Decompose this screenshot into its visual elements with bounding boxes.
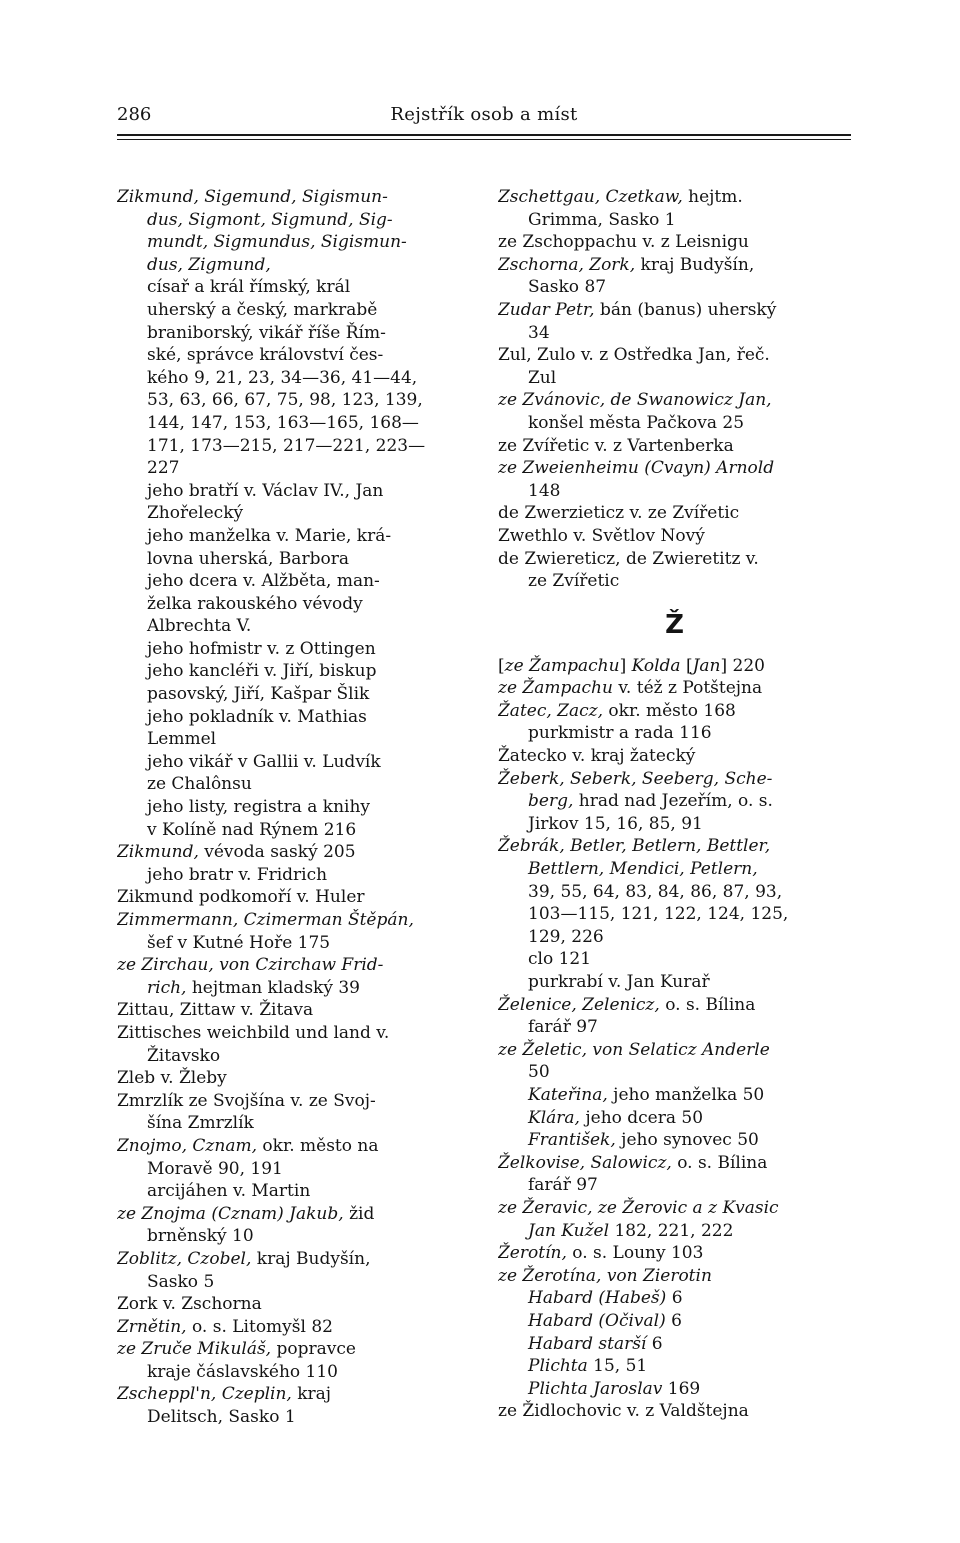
index-subline: 144, 147, 153, 163—165, 168—: [147, 412, 419, 433]
index-entry: Želenice, Zelenicz, o. s. Bílina: [498, 994, 756, 1015]
index-subline: berg, hrad nad Jezeřím, o. s.: [528, 791, 773, 812]
index-subline: Žitavsko: [147, 1045, 221, 1066]
index-subline: Jan Kužel 182, 221, 222: [528, 1220, 734, 1241]
index-subline: dus, Zigmund,: [147, 254, 271, 275]
index-subline: Habard starší 6: [528, 1333, 663, 1354]
index-subline: clo 121: [528, 949, 592, 970]
index-subline: 53, 63, 66, 67, 75, 98, 123, 139,: [147, 390, 423, 411]
header-rule-thin: [117, 139, 851, 140]
index-subline: Sasko 87: [528, 277, 607, 298]
index-entry: Žebrák, Betler, Betlern, Bettler,: [498, 836, 771, 857]
index-subline: v Kolíně nad Rýnem 216: [147, 819, 357, 840]
index-entry: ze Zschoppachu v. z Leisnigu: [498, 232, 749, 253]
index-subline: farář 97: [528, 1175, 598, 1196]
index-subline: 34: [528, 322, 550, 343]
index-entry: Žatecko v. kraj žatecký: [498, 746, 696, 767]
index-entry: Zwethlo v. Světlov Nový: [498, 525, 705, 546]
index-subline: jeho pokladník v. Mathias: [147, 706, 367, 727]
index-entry: Želkovise, Salowicz, o. s. Bílina: [498, 1152, 768, 1173]
running-title: Rejstřík osob a míst: [390, 104, 578, 125]
index-subline: Plichta 15, 51: [528, 1356, 648, 1377]
index-subline: lovna uherská, Barbora: [147, 548, 349, 569]
index-entry: Zikmund, Sigemund, Sigismun-: [117, 187, 388, 207]
index-entry: Žeberk, Seberk, Seeberg, Sche-: [498, 768, 773, 789]
index-entry: ze Zvánovic, de Swanowicz Jan,: [498, 390, 772, 411]
index-entries-z: [498, 186, 851, 593]
index-subline: jeho listy, registra a knihy: [147, 797, 371, 818]
index-subline: Zhořelecký: [147, 503, 244, 524]
index-entry: Zmrzlík ze Svojšína v. ze Svoj-: [117, 1090, 376, 1111]
index-subline: ze Chalônsu: [147, 774, 252, 795]
index-subline: 171, 173—215, 217—221, 223—: [147, 435, 426, 456]
index-entry: ze Zirchau, von Czirchaw Frid-: [117, 955, 384, 976]
index-subline: šína Zmrzlík: [147, 1113, 254, 1134]
index-subline: 50: [528, 1062, 550, 1083]
index-subline: jeho vikář v Gallii v. Ludvík: [147, 751, 381, 772]
index-subline: jeho dcera v. Alžběta, man-: [147, 571, 380, 592]
index-entry: de Zwiereticz, de Zwieretitz v.: [498, 548, 759, 569]
index-subline: dus, Sigmont, Sigmund, Sig-: [147, 209, 393, 230]
index-entry: ze Zweienheimu (Cvayn) Arnold: [498, 458, 775, 479]
index-subline: jeho kancléři v. Jiří, biskup: [147, 661, 377, 682]
index-subline: Albrechta V.: [147, 616, 252, 637]
index-entry: Zittau, Zittaw v. Žitava: [117, 1000, 314, 1021]
index-entry: Žerotín, o. s. Louny 103: [498, 1243, 704, 1264]
index-subline: Moravě 90, 191: [147, 1158, 283, 1179]
index-entry: Zleb v. Žleby: [117, 1068, 227, 1089]
index-subline: rich, hejtman kladský 39: [147, 977, 360, 998]
index-subline: Jirkov 15, 16, 85, 91: [528, 813, 703, 834]
index-subline: Bettlern, Mendici, Petlern,: [528, 859, 758, 880]
index-subline: Zul: [528, 367, 557, 388]
index-subline: 227: [147, 458, 180, 479]
index-subline: mundt, Sigmundus, Sigismun-: [147, 232, 407, 253]
index-entry: ze Zruče Mikuláš, popravce: [117, 1339, 356, 1360]
index-subline: císař a král římský, král: [147, 277, 351, 298]
index-entry: Zul, Zulo v. z Ostředka Jan, řeč.: [498, 345, 770, 366]
index-subline: kraje čáslavského 110: [147, 1361, 338, 1382]
index-subline: jeho manželka v. Marie, krá-: [147, 525, 392, 546]
index-entry: Znojmo, Cznam, okr. město na: [117, 1135, 379, 1156]
index-subline: Grimma, Sasko 1: [528, 209, 676, 230]
index-subline: brněnský 10: [147, 1226, 254, 1247]
index-subline: Habard (Očival) 6: [528, 1310, 682, 1331]
index-subline: arcijáhen v. Martin: [147, 1181, 311, 1202]
index-subline: jeho bratr v. Fridrich: [147, 864, 328, 885]
index-subline: kého 9, 21, 23, 34—36, 41—44,: [147, 367, 418, 388]
index-entry: ze Zvířetic v. z Vartenberka: [498, 435, 734, 456]
index-entry: ze Znojma (Cznam) Jakub, žid: [117, 1203, 375, 1224]
index-subline: ze Zvířetic: [528, 571, 620, 592]
index-entry: ze Želetic, von Selaticz Anderle: [498, 1039, 770, 1060]
index-subline: jeho hofmistr v. z Ottingen: [147, 638, 376, 659]
index-entry: Zscheppl'n, Czeplin, kraj: [117, 1384, 332, 1405]
index-subline: konšel města Pačkova 25: [528, 412, 745, 433]
index-subline: Kateřina, jeho manželka 50: [528, 1084, 765, 1105]
index-entry: Zikmund podkomoří v. Huler: [117, 887, 365, 908]
page-header: [117, 104, 851, 132]
index-entry: [ze Žampachu] Kolda [Jan] 220: [498, 655, 765, 676]
index-column-left: [117, 186, 459, 1429]
index-subline: František, jeho synovec 50: [528, 1130, 759, 1151]
index-subline: Plichta Jaroslav 169: [528, 1378, 701, 1399]
index-subline: 39, 55, 64, 83, 84, 86, 87, 93,: [528, 881, 783, 902]
index-subline: pasovský, Jiří, Kašpar Šlik: [147, 684, 370, 705]
index-entry: Zudar Petr, bán (banus) uherský: [498, 299, 777, 320]
index-subline: 103—115, 121, 122, 124, 125,: [528, 904, 789, 925]
index-entry: Zork v. Zschorna: [117, 1294, 262, 1315]
index-subline: Klára, jeho dcera 50: [528, 1107, 704, 1128]
index-entry: ze Žampachu v. též z Potštejna: [498, 678, 763, 699]
index-subline: Habard (Habeš) 6: [528, 1288, 683, 1309]
index-entry: Zrnětin, o. s. Litomyšl 82: [117, 1316, 333, 1337]
index-subline: purkmistr a rada 116: [528, 723, 712, 744]
index-entry: ze Žerotína, von Zierotin: [498, 1265, 712, 1286]
index-subline: braniborský, vikář říše Řím-: [147, 322, 386, 343]
index-entry: Zschettgau, Czetkaw, hejtm.: [498, 187, 743, 207]
header-rule-thick: [117, 134, 851, 136]
index-entry: de Zwerzieticz v. ze Zvířetic: [498, 503, 740, 524]
index-entries-zh: [498, 655, 851, 1423]
index-subline: Lemmel: [147, 729, 217, 750]
index-subline: farář 97: [528, 1017, 598, 1038]
index-subline: jeho bratří v. Václav IV., Jan: [147, 480, 384, 501]
section-letter-heading: Ž: [665, 609, 684, 640]
index-entry: Zoblitz, Czobel, kraj Budyšín,: [117, 1248, 371, 1269]
index-entry: Zimmermann, Czimerman Štěpán,: [117, 910, 414, 930]
index-subline: 129, 226: [528, 926, 604, 947]
index-entry: Žatec, Zacz, okr. město 168: [498, 700, 736, 721]
index-column-right: [498, 186, 851, 1423]
index-entry: Zikmund, vévoda saský 205: [117, 842, 356, 863]
index-entry: Zschorna, Zork, kraj Budyšín,: [498, 254, 755, 275]
index-subline: 148: [528, 480, 561, 501]
index-entry: Zittisches weichbild und land v.: [117, 1022, 390, 1043]
index-subline: Sasko 5: [147, 1271, 215, 1292]
index-entry: ze Žeravic, ze Žerovic a z Kvasic: [498, 1197, 779, 1218]
index-subline: purkrabí v. Jan Kurař: [528, 972, 710, 992]
page-number: 286: [117, 104, 152, 125]
index-subline: želka rakouského vévody: [147, 593, 363, 614]
index-subline: ské, správce království čes-: [147, 345, 384, 366]
index-subline: Delitsch, Sasko 1: [147, 1407, 296, 1428]
index-subline: šef v Kutné Hoře 175: [147, 932, 331, 953]
index-subline: uherský a český, markrabě: [147, 299, 378, 320]
index-entry: ze Židlochovic v. z Valdštejna: [498, 1401, 749, 1422]
